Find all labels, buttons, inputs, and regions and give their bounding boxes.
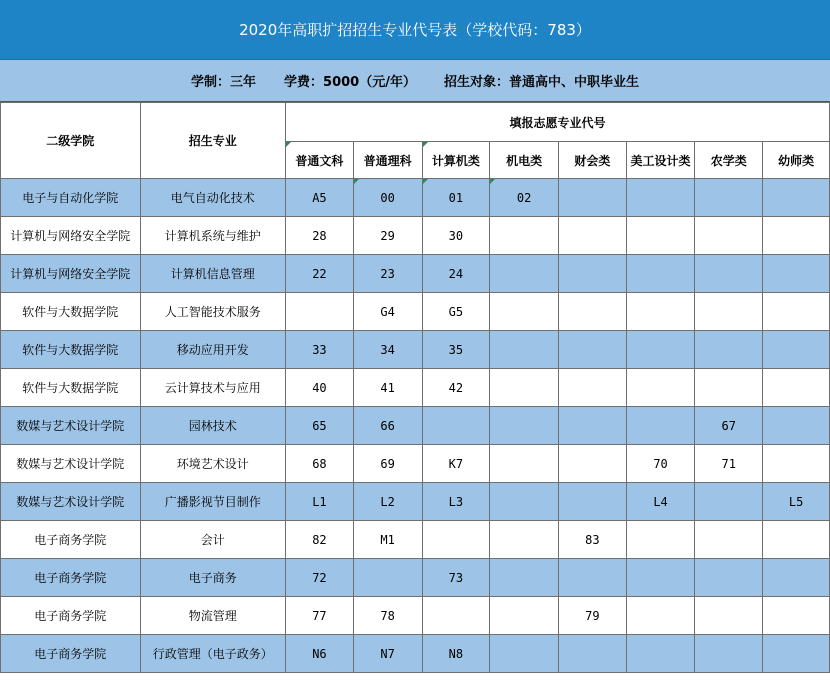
code-cell[interactable] [763, 635, 830, 673]
code-cell[interactable] [558, 331, 626, 369]
code-cell[interactable] [695, 369, 763, 407]
code-cell[interactable]: 82 [286, 521, 354, 559]
code-cell[interactable]: L5 [763, 483, 830, 521]
code-cell[interactable] [558, 179, 626, 217]
code-cell[interactable] [422, 407, 490, 445]
major-cell[interactable]: 广播影视节目制作 [140, 483, 286, 521]
major-cell[interactable]: 计算机系统与维护 [140, 217, 286, 255]
code-cell[interactable] [286, 293, 354, 331]
code-cell[interactable] [695, 255, 763, 293]
code-cell[interactable] [626, 635, 695, 673]
code-cell[interactable] [695, 521, 763, 559]
code-cell[interactable] [763, 293, 830, 331]
table-row [1, 635, 830, 673]
college-cell[interactable]: 计算机与网络安全学院 [1, 217, 141, 255]
code-cell[interactable] [422, 521, 490, 559]
header-category: 美工设计类 [626, 142, 695, 179]
code-cell[interactable]: 30 [422, 217, 490, 255]
header-college: 二级学院 [1, 103, 141, 179]
code-cell[interactable]: 70 [626, 445, 695, 483]
table-row [1, 445, 830, 483]
college-cell[interactable]: 电子商务学院 [1, 521, 141, 559]
code-cell[interactable] [763, 369, 830, 407]
college-cell[interactable]: 电子商务学院 [1, 635, 141, 673]
major-cell[interactable]: 环境艺术设计 [140, 445, 286, 483]
code-cell[interactable] [626, 559, 695, 597]
college-cell[interactable]: 计算机与网络安全学院 [1, 255, 141, 293]
major-cell[interactable]: 行政管理（电子政务） [140, 635, 286, 673]
code-cell[interactable] [626, 407, 695, 445]
code-cell[interactable] [763, 407, 830, 445]
code-cell[interactable] [490, 521, 559, 559]
table-row [1, 179, 830, 217]
code-cell[interactable] [558, 293, 626, 331]
code-cell[interactable] [695, 635, 763, 673]
code-cell[interactable]: L4 [626, 483, 695, 521]
code-cell[interactable] [490, 559, 559, 597]
header-category: 计算机类 [422, 142, 490, 179]
code-cell[interactable] [558, 483, 626, 521]
header-major: 招生专业 [140, 103, 286, 179]
code-cell[interactable] [763, 559, 830, 597]
table-body [1, 179, 830, 673]
code-cell[interactable] [558, 407, 626, 445]
code-cell[interactable]: N6 [286, 635, 354, 673]
code-cell[interactable]: L2 [353, 483, 422, 521]
code-cell[interactable]: 23 [353, 255, 422, 293]
code-cell[interactable] [353, 559, 422, 597]
table-title: 2020年高职扩招招生专业代号表（学校代码：783） [0, 0, 830, 60]
code-cell[interactable] [490, 293, 559, 331]
code-cell[interactable] [763, 217, 830, 255]
code-cell[interactable]: 72 [286, 559, 354, 597]
code-cell[interactable]: 41 [353, 369, 422, 407]
code-cell[interactable] [490, 255, 559, 293]
code-cell[interactable] [763, 331, 830, 369]
major-cell[interactable]: 电气自动化技术 [140, 179, 286, 217]
code-cell[interactable] [490, 331, 559, 369]
code-cell[interactable] [695, 217, 763, 255]
code-cell[interactable] [626, 255, 695, 293]
code-cell[interactable] [490, 635, 559, 673]
code-cell[interactable] [695, 483, 763, 521]
college-cell[interactable]: 电子商务学院 [1, 559, 141, 597]
code-cell[interactable] [490, 369, 559, 407]
major-cell[interactable]: 计算机信息管理 [140, 255, 286, 293]
code-cell[interactable]: 83 [558, 521, 626, 559]
header-category: 幼师类 [763, 142, 830, 179]
code-cell[interactable] [558, 559, 626, 597]
code-cell[interactable] [626, 179, 695, 217]
code-cell[interactable] [558, 445, 626, 483]
table-row [1, 369, 830, 407]
code-cell[interactable]: 77 [286, 597, 354, 635]
code-cell[interactable] [626, 331, 695, 369]
major-cell[interactable]: 人工智能技术服务 [140, 293, 286, 331]
code-cell[interactable]: G4 [353, 293, 422, 331]
code-cell[interactable] [490, 445, 559, 483]
duration-text: 学制：三年 [191, 75, 257, 90]
code-cell[interactable]: 35 [422, 331, 490, 369]
code-cell[interactable]: 68 [286, 445, 354, 483]
table-row [1, 483, 830, 521]
college-cell[interactable]: 软件与大数据学院 [1, 369, 141, 407]
header-category: 财会类 [558, 142, 626, 179]
fee-text: 学费：5000（元/年） [284, 75, 416, 90]
table-row [1, 217, 830, 255]
header-category: 普通理科 [353, 142, 422, 179]
table-row [1, 255, 830, 293]
code-cell[interactable] [763, 521, 830, 559]
college-cell[interactable]: 电子商务学院 [1, 597, 141, 635]
code-cell[interactable]: 42 [422, 369, 490, 407]
code-cell[interactable]: 69 [353, 445, 422, 483]
table-row [1, 293, 830, 331]
code-cell[interactable]: 02 [490, 179, 559, 217]
code-cell[interactable]: A5 [286, 179, 354, 217]
major-cell[interactable]: 会计 [140, 521, 286, 559]
code-cell[interactable]: 29 [353, 217, 422, 255]
code-cell[interactable]: 79 [558, 597, 626, 635]
code-cell[interactable] [626, 217, 695, 255]
code-cell[interactable]: 67 [695, 407, 763, 445]
code-cell[interactable] [695, 179, 763, 217]
code-cell[interactable]: 71 [695, 445, 763, 483]
code-cell[interactable] [490, 217, 559, 255]
code-cell[interactable]: 66 [353, 407, 422, 445]
code-cell[interactable]: 24 [422, 255, 490, 293]
major-cell[interactable]: 电子商务 [140, 559, 286, 597]
code-cell[interactable]: 78 [353, 597, 422, 635]
major-cell[interactable]: 园林技术 [140, 407, 286, 445]
code-cell[interactable]: L1 [286, 483, 354, 521]
code-cell[interactable]: 33 [286, 331, 354, 369]
code-cell[interactable] [558, 217, 626, 255]
code-cell[interactable]: 22 [286, 255, 354, 293]
major-cell[interactable]: 移动应用开发 [140, 331, 286, 369]
table-row [1, 559, 830, 597]
code-cell[interactable] [490, 407, 559, 445]
code-cell[interactable]: 00 [353, 179, 422, 217]
major-cell[interactable]: 物流管理 [140, 597, 286, 635]
code-cell[interactable] [558, 635, 626, 673]
info-bar [0, 60, 830, 102]
header-category: 农学类 [695, 142, 763, 179]
code-cell[interactable] [626, 597, 695, 635]
code-cell[interactable]: L3 [422, 483, 490, 521]
code-cell[interactable] [626, 521, 695, 559]
code-cell[interactable]: G5 [422, 293, 490, 331]
college-cell[interactable]: 电子与自动化学院 [1, 179, 141, 217]
college-cell[interactable]: 数媒与艺术设计学院 [1, 407, 141, 445]
table-row [1, 521, 830, 559]
code-cell[interactable] [695, 597, 763, 635]
code-cell[interactable]: 73 [422, 559, 490, 597]
code-cell[interactable]: N7 [353, 635, 422, 673]
major-code-table [0, 102, 830, 673]
code-cell[interactable]: M1 [353, 521, 422, 559]
table-row [1, 407, 830, 445]
table-row [1, 597, 830, 635]
code-cell[interactable]: 01 [422, 179, 490, 217]
college-cell[interactable]: 数媒与艺术设计学院 [1, 483, 141, 521]
code-cell[interactable] [626, 293, 695, 331]
code-cell[interactable] [626, 369, 695, 407]
code-cell[interactable]: K7 [422, 445, 490, 483]
table-row [1, 331, 830, 369]
code-cell[interactable]: N8 [422, 635, 490, 673]
header-category: 机电类 [490, 142, 559, 179]
college-cell[interactable]: 软件与大数据学院 [1, 331, 141, 369]
college-cell[interactable]: 软件与大数据学院 [1, 293, 141, 331]
code-cell[interactable] [763, 597, 830, 635]
code-cell[interactable] [763, 179, 830, 217]
code-cell[interactable] [558, 255, 626, 293]
code-cell[interactable]: 40 [286, 369, 354, 407]
college-cell[interactable]: 数媒与艺术设计学院 [1, 445, 141, 483]
code-cell[interactable] [763, 255, 830, 293]
major-cell[interactable]: 云计算技术与应用 [140, 369, 286, 407]
code-cell[interactable] [490, 483, 559, 521]
code-cell[interactable]: 65 [286, 407, 354, 445]
target-text: 招生对象：普通高中、中职毕业生 [443, 75, 639, 90]
code-cell[interactable]: 28 [286, 217, 354, 255]
code-cell[interactable] [490, 597, 559, 635]
header-code-group: 填报志愿专业代号 [286, 103, 830, 142]
code-cell[interactable]: 34 [353, 331, 422, 369]
code-cell[interactable] [763, 445, 830, 483]
code-cell[interactable] [695, 559, 763, 597]
code-cell[interactable] [695, 331, 763, 369]
code-cell[interactable] [695, 293, 763, 331]
code-cell[interactable] [422, 597, 490, 635]
header-category: 普通文科 [286, 142, 354, 179]
code-cell[interactable] [558, 369, 626, 407]
